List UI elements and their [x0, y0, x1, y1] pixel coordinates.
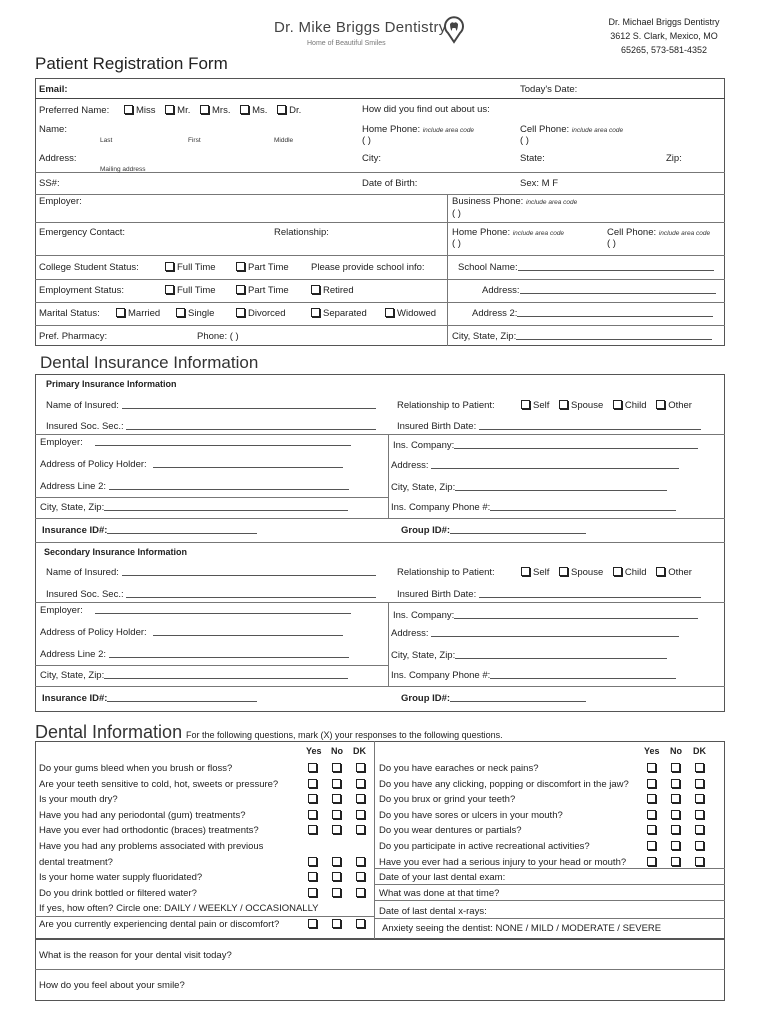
name-options[interactable] — [124, 105, 308, 116]
option-label: Other — [668, 400, 692, 411]
todays-date-label: Today's Date: — [520, 84, 578, 95]
question-text: Have you ever had orthodontic (braces) treatments? — [39, 825, 259, 837]
option-label: Retired — [323, 285, 354, 296]
address-line: 65265, 573-581-4352 — [620, 45, 708, 55]
checkbox-icon[interactable] — [200, 105, 209, 114]
school-name-field[interactable] — [458, 262, 714, 273]
checkbox-icon[interactable] — [332, 919, 341, 928]
yes-header-right: Yes — [644, 746, 660, 756]
secondary-address-line2[interactable] — [40, 649, 349, 660]
primary-employer[interactable] — [40, 437, 351, 448]
secondary-name-insured[interactable] — [46, 567, 376, 578]
secondary-group-id[interactable] — [401, 693, 586, 704]
reason-question[interactable]: What is the reason for your dental visit today? — [39, 950, 232, 961]
label: Insurance ID#: — [42, 693, 108, 704]
yes-header-left: Yes — [306, 746, 322, 756]
checkbox-icon[interactable] — [647, 825, 656, 834]
business-phone-paren[interactable]: ( ) — [452, 208, 461, 219]
question-text: Have you had any periodontal (gum) treatments? — [39, 809, 246, 821]
question-text: Do you drink bottled or filtered water? — [39, 887, 197, 899]
business-phone-text: Business Phone: — [452, 196, 524, 207]
employment-status-label: Employment Status: — [39, 285, 125, 296]
label: City, State, Zip: — [391, 650, 456, 661]
yes-no-dk-checkboxes[interactable] — [647, 794, 704, 805]
checkbox-icon[interactable] — [647, 810, 656, 819]
relationship-label: Relationship: — [274, 227, 329, 238]
checkbox-icon[interactable] — [695, 825, 704, 834]
marital-divorced[interactable] — [236, 308, 286, 319]
checkbox-icon[interactable] — [613, 567, 622, 576]
label: Insured Birth Date: — [397, 589, 477, 600]
last-exam-field[interactable]: Date of your last dental exam: — [379, 872, 506, 883]
college-full-time[interactable] — [165, 262, 216, 273]
secondary-city-state-zip[interactable] — [391, 650, 667, 661]
checkbox-icon[interactable] — [165, 262, 174, 271]
checkbox-icon[interactable] — [671, 825, 680, 834]
marital-single[interactable] — [176, 308, 214, 319]
checkbox-icon[interactable] — [521, 567, 530, 576]
checkbox-icon[interactable] — [647, 763, 656, 772]
checkbox-icon[interactable] — [613, 400, 622, 409]
secondary-insurance-heading: Secondary Insurance Information — [44, 547, 188, 557]
secondary-policy-holder-address[interactable] — [40, 627, 343, 638]
checkbox-icon[interactable] — [332, 888, 341, 897]
home-phone-text: Home Phone: — [362, 124, 421, 135]
college-status-label: College Student Status: — [39, 262, 139, 273]
zip-label: Zip: — [666, 153, 682, 164]
question-text: Do you have sores or ulcers in your mouth? — [379, 809, 563, 821]
primary-address[interactable] — [391, 460, 679, 471]
option-label: Part Time — [248, 285, 289, 296]
checkbox-icon[interactable] — [308, 779, 317, 788]
secondary-insured-birth[interactable] — [397, 589, 701, 600]
label: City, State, Zip: — [40, 670, 105, 681]
practice-address — [574, 15, 754, 57]
label: Address Line 2: — [40, 481, 107, 492]
sex-label[interactable]: Sex: M F — [520, 178, 559, 189]
checkbox-icon[interactable] — [356, 794, 365, 803]
primary-city-state-zip[interactable] — [391, 482, 667, 493]
checkbox-icon[interactable] — [176, 308, 185, 317]
emergency-cell-phone-label — [607, 227, 710, 238]
label: Address: — [391, 460, 429, 471]
cell-phone-label — [520, 124, 623, 135]
frequency-question[interactable]: If yes, how often? Circle one: DAILY / WEEKLY / OCCASIONALLY — [39, 903, 319, 914]
yes-no-dk-checkboxes[interactable] — [308, 779, 365, 790]
secondary-insurance-id[interactable] — [42, 693, 257, 704]
checkbox-icon[interactable] — [671, 794, 680, 803]
checkbox-icon[interactable] — [332, 779, 341, 788]
yes-no-dk-checkboxes[interactable] — [647, 763, 704, 774]
yes-no-dk-checkboxes[interactable] — [308, 888, 365, 899]
yes-no-dk-checkboxes[interactable] — [308, 810, 365, 821]
logo-tagline: Home of Beautiful Smiles — [307, 40, 386, 47]
yes-no-dk-checkboxes[interactable] — [647, 857, 704, 868]
label: Insured Soc. Sec.: — [46, 421, 124, 432]
checkbox-icon[interactable] — [695, 857, 704, 866]
question-text: Do you participate in active recreational activities? — [379, 841, 590, 852]
checkbox-icon[interactable] — [695, 763, 704, 772]
pain-checkboxes[interactable] — [308, 919, 368, 930]
school-address2-field[interactable] — [472, 308, 713, 319]
label: Insured Birth Date: — [397, 421, 477, 432]
cell-phone-paren[interactable]: ( ) — [520, 135, 529, 146]
option-label: Self — [533, 567, 550, 578]
dental-instructions: For the following questions, mark (X) your responses to the following questions. — [186, 730, 503, 740]
option-label: Widowed — [397, 308, 437, 319]
area-code-note: include area code — [422, 127, 475, 134]
name-label: Name: — [39, 124, 67, 135]
checkbox-icon[interactable] — [356, 919, 365, 928]
primary-insurance-id[interactable] — [42, 525, 257, 536]
marital-separated[interactable] — [311, 308, 367, 319]
primary-group-id[interactable] — [401, 525, 586, 536]
checkbox-icon[interactable] — [356, 810, 365, 819]
option-label: Full Time — [177, 285, 216, 296]
label: City, State, Zip: — [40, 502, 105, 513]
checkbox-icon[interactable] — [332, 810, 341, 819]
option-label: Ms. — [252, 105, 268, 116]
open-questions-section — [35, 939, 725, 1001]
city-label: City: — [362, 153, 381, 164]
secondary-relationship-label: Relationship to Patient: — [397, 567, 495, 578]
checkbox-icon[interactable] — [695, 794, 704, 803]
label: Address of Policy Holder: — [40, 459, 147, 470]
patient-info-section — [35, 78, 725, 346]
employment-retired[interactable] — [311, 285, 354, 296]
question-text: Is your home water supply fluoridated? — [39, 872, 203, 884]
yes-no-dk-checkboxes[interactable] — [647, 779, 704, 790]
employment-part-time[interactable] — [236, 285, 289, 296]
yes-no-dk-checkboxes[interactable] — [647, 825, 704, 836]
option-label: Full Time — [177, 262, 216, 273]
checkbox-icon[interactable] — [277, 105, 286, 114]
question-text: Do you have earaches or neck pains? — [379, 763, 539, 774]
option-label: Separated — [323, 308, 367, 319]
option-label: Part Time — [248, 262, 289, 273]
address2-label: Address 2: — [472, 308, 518, 319]
option-label: Self — [533, 400, 550, 411]
primary-relationship-options[interactable] — [521, 400, 699, 411]
checkbox-icon[interactable] — [356, 825, 365, 834]
college-part-time[interactable] — [236, 262, 289, 273]
primary-address-line2[interactable] — [40, 481, 349, 492]
option-label: Miss — [136, 105, 156, 116]
checkbox-icon[interactable] — [308, 857, 317, 866]
checkbox-icon[interactable] — [236, 262, 245, 271]
marital-married[interactable] — [116, 308, 160, 319]
label: Address of Policy Holder: — [40, 627, 147, 638]
primary-insurance-heading: Primary Insurance Information — [46, 379, 177, 389]
how-find-label: How did you find out about us: — [362, 104, 490, 115]
checkbox-icon[interactable] — [308, 763, 317, 772]
dk-header-left: DK — [353, 746, 366, 756]
area-code-note: include area code — [525, 199, 578, 206]
primary-ins-company[interactable] — [393, 440, 698, 451]
option-label: Dr. — [289, 105, 302, 116]
employer-label: Employer: — [39, 196, 82, 207]
checkbox-icon[interactable] — [385, 308, 394, 317]
yes-no-dk-checkboxes[interactable] — [647, 841, 704, 852]
checkbox-icon[interactable] — [311, 308, 320, 317]
option-label: Other — [668, 567, 692, 578]
checkbox-icon[interactable] — [308, 810, 317, 819]
question-text: Do you brux or grind your teeth? — [379, 794, 516, 806]
checkbox-icon[interactable] — [332, 872, 341, 881]
pain-question: Are you currently experiencing dental pain or discomfort? — [39, 919, 280, 930]
primary-city-state-zip-left[interactable] — [40, 502, 348, 513]
email-label: Email: — [39, 84, 68, 95]
insurance-title: Dental Insurance Information — [40, 353, 259, 372]
option-label: Spouse — [571, 400, 604, 411]
label: Name of Insured: — [46, 400, 119, 411]
label: Ins. Company: — [393, 440, 455, 451]
marital-status-label: Marital Status: — [39, 308, 100, 319]
home-phone-paren[interactable]: ( ) — [362, 135, 371, 146]
secondary-city-state-zip-left[interactable] — [40, 670, 348, 681]
tooth-logo-icon — [443, 16, 465, 44]
cell-phone-text: Cell Phone: — [520, 124, 570, 135]
checkbox-icon[interactable] — [695, 841, 704, 850]
label: Address: — [391, 628, 429, 639]
business-phone-label — [452, 196, 577, 207]
address-line: Dr. Michael Briggs Dentistry — [608, 17, 720, 27]
emergency-home-phone-label — [452, 227, 564, 238]
preferred-name-label: Preferred Name: — [39, 105, 110, 116]
primary-name-insured[interactable] — [46, 400, 376, 411]
checkbox-icon[interactable] — [356, 779, 365, 788]
school-name-label: School Name: — [458, 262, 518, 273]
primary-policy-holder-address[interactable] — [40, 459, 343, 470]
primary-relationship-label: Relationship to Patient: — [397, 400, 495, 411]
label: Insured Soc. Sec.: — [46, 589, 124, 600]
question-text: Do you wear dentures or partials? — [379, 825, 522, 837]
checkbox-icon[interactable] — [311, 285, 320, 294]
dental-title: Dental Information — [35, 722, 183, 742]
checkbox-icon[interactable] — [116, 308, 125, 317]
label: Group ID#: — [401, 693, 451, 704]
yes-no-dk-checkboxes[interactable] — [308, 872, 365, 883]
checkbox-icon[interactable] — [647, 857, 656, 866]
home-phone-text: Home Phone: — [452, 227, 511, 238]
option-label: Child — [624, 400, 647, 411]
checkbox-icon[interactable] — [671, 763, 680, 772]
checkbox-icon[interactable] — [559, 567, 568, 576]
middle-sublabel: Middle — [274, 137, 294, 144]
school-city-field[interactable] — [452, 331, 712, 342]
checkbox-icon[interactable] — [332, 825, 341, 834]
checkbox-icon[interactable] — [671, 810, 680, 819]
label: Group ID#: — [401, 525, 451, 536]
school-info-label: Please provide school info: — [311, 262, 425, 273]
yes-no-dk-checkboxes[interactable] — [308, 763, 365, 774]
mailing-sublabel: Mailing address — [100, 166, 146, 173]
checkbox-icon[interactable] — [165, 105, 174, 114]
label: Name of Insured: — [46, 567, 119, 578]
checkbox-icon[interactable] — [356, 763, 365, 772]
checkbox-icon[interactable] — [671, 841, 680, 850]
smile-question[interactable]: How do you feel about your smile? — [39, 980, 185, 991]
question-text: Is your mouth dry? — [39, 794, 118, 806]
checkbox-icon[interactable] — [656, 567, 665, 576]
checkbox-icon[interactable] — [559, 400, 568, 409]
question-text: dental treatment? — [39, 856, 113, 868]
label: Employer: — [40, 605, 83, 616]
yes-no-dk-checkboxes[interactable] — [308, 857, 365, 868]
option-label: Mr. — [177, 105, 191, 116]
pharmacy-label: Pref. Pharmacy: — [39, 331, 108, 342]
ssn-label: SS#: — [39, 178, 60, 189]
question-text: Have you ever had a serious injury to your head or mouth? — [379, 856, 627, 868]
home-phone-label — [362, 124, 474, 135]
question-text: Are your teeth sensitive to cold, hot, sweets or pressure? — [39, 778, 279, 790]
checkbox-icon[interactable] — [647, 794, 656, 803]
pharmacy-phone[interactable]: Phone: ( ) — [197, 331, 239, 342]
checkbox-icon[interactable] — [332, 794, 341, 803]
marital-widowed[interactable] — [385, 308, 436, 319]
label: Insurance ID#: — [42, 525, 108, 536]
secondary-ins-company[interactable] — [393, 610, 698, 621]
checkbox-icon[interactable] — [308, 794, 317, 803]
checkbox-icon[interactable] — [671, 857, 680, 866]
address-label: Address: — [39, 153, 77, 164]
checkbox-icon[interactable] — [356, 888, 365, 897]
label: Ins. Company Phone #: — [391, 670, 491, 681]
checkbox-icon[interactable] — [695, 779, 704, 788]
logo-title: Dr. Mike Briggs Dentistry — [274, 19, 447, 36]
address-line: 3612 S. Clark, Mexico, MO — [610, 31, 718, 41]
checkbox-icon[interactable] — [356, 857, 365, 866]
primary-insured-ssn[interactable] — [46, 421, 376, 432]
label: Employer: — [40, 437, 83, 448]
area-code-note: include area code — [571, 127, 624, 134]
checkbox-icon[interactable] — [124, 105, 133, 114]
emergency-home-paren[interactable]: ( ) — [452, 238, 461, 249]
address-label: Address: — [482, 285, 520, 296]
checkbox-icon[interactable] — [236, 308, 245, 317]
option-label: Child — [624, 567, 647, 578]
no-header-right: No — [670, 746, 682, 756]
last-sublabel: Last — [100, 137, 113, 144]
yes-no-dk-checkboxes[interactable] — [647, 810, 704, 821]
secondary-insured-ssn[interactable] — [46, 589, 376, 600]
first-sublabel: First — [188, 137, 201, 144]
emergency-cell-paren[interactable]: ( ) — [607, 238, 616, 249]
primary-ins-phone[interactable] — [391, 502, 676, 513]
form-title: Patient Registration Form — [35, 54, 228, 73]
checkbox-icon[interactable] — [308, 888, 317, 897]
checkbox-icon[interactable] — [236, 285, 245, 294]
secondary-employer[interactable] — [40, 605, 351, 616]
checkbox-icon[interactable] — [240, 105, 249, 114]
checkbox-icon[interactable] — [521, 400, 530, 409]
label: Ins. Company: — [393, 610, 455, 621]
option-label: Spouse — [571, 567, 604, 578]
checkbox-icon[interactable] — [308, 872, 317, 881]
dk-header-right: DK — [693, 746, 706, 756]
last-xrays-field[interactable]: Date of last dental x-rays: — [379, 906, 487, 917]
secondary-relationship-options[interactable] — [521, 567, 699, 578]
yes-no-dk-checkboxes[interactable] — [308, 794, 365, 805]
checkbox-icon[interactable] — [332, 763, 341, 772]
school-address-field[interactable] — [482, 285, 716, 296]
yes-no-dk-checkboxes[interactable] — [308, 825, 365, 836]
employment-full-time[interactable] — [165, 285, 216, 296]
area-code-note: include area code — [658, 230, 711, 237]
checkbox-icon[interactable] — [332, 857, 341, 866]
checkbox-icon[interactable] — [671, 779, 680, 788]
option-label: Single — [188, 308, 215, 319]
city-state-zip-label: City, State, Zip: — [452, 331, 517, 342]
label: Ins. Company Phone #: — [391, 502, 491, 513]
state-label: State: — [520, 153, 545, 164]
checkbox-icon[interactable] — [647, 841, 656, 850]
question-text: Do you have any clicking, popping or discomfort in the jaw? — [379, 778, 629, 790]
label: Address Line 2: — [40, 649, 107, 660]
checkbox-icon[interactable] — [356, 872, 365, 881]
option-label: Married — [128, 308, 161, 319]
label: City, State, Zip: — [391, 482, 456, 493]
checkbox-icon[interactable] — [647, 779, 656, 788]
option-label: Divorced — [248, 308, 286, 319]
checkbox-icon[interactable] — [308, 919, 317, 928]
area-code-note: include area code — [512, 230, 565, 237]
checkbox-icon[interactable] — [308, 825, 317, 834]
primary-insured-birth[interactable] — [397, 421, 701, 432]
checkbox-icon[interactable] — [695, 810, 704, 819]
question-text: Do your gums bleed when you brush or floss? — [39, 763, 233, 774]
question-text: Have you had any problems associated with previous — [39, 841, 264, 852]
checkbox-icon[interactable] — [165, 285, 174, 294]
checkbox-icon[interactable] — [656, 400, 665, 409]
dob-label: Date of Birth: — [362, 178, 418, 189]
emergency-contact-label: Emergency Contact: — [39, 227, 126, 238]
cell-phone-text: Cell Phone: — [607, 227, 657, 238]
secondary-ins-phone[interactable] — [391, 670, 676, 681]
what-done-field[interactable]: What was done at that time? — [379, 888, 500, 899]
secondary-address[interactable] — [391, 628, 679, 639]
anxiety-field[interactable]: Anxiety seeing the dentist: NONE / MILD / MODERATE / SEVERE — [382, 923, 662, 934]
no-header-left: No — [331, 746, 343, 756]
option-label: Mrs. — [212, 105, 231, 116]
